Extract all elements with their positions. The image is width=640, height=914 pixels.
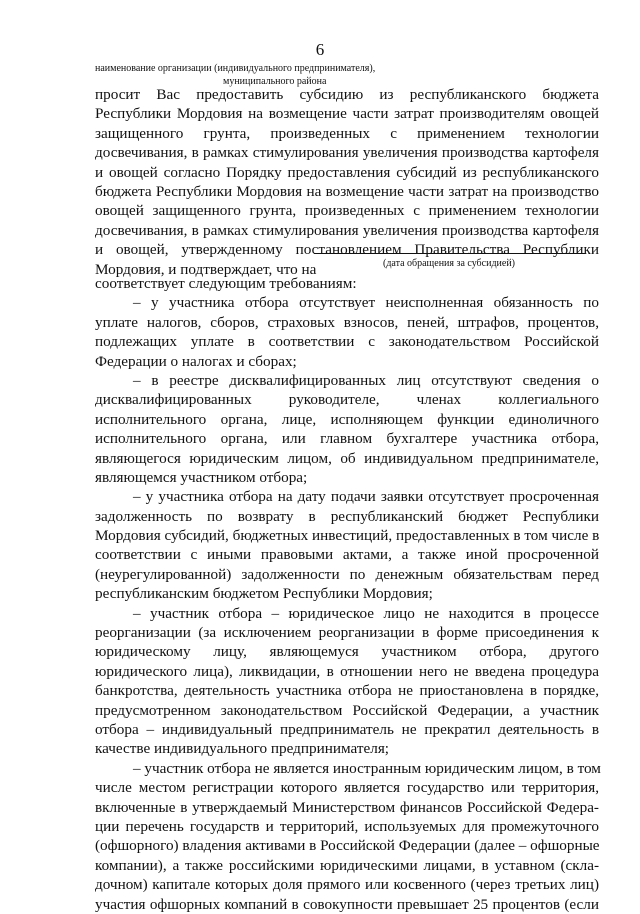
requirement-line: являющемся участником отбора; [95, 468, 308, 486]
requirements-list [95, 274, 599, 914]
requirement-line: юридическому лицу, являющемуся участником отбора, другого [95, 643, 599, 661]
requirement-line: дисквалифицированных руководителе, членах коллегиального [95, 391, 599, 409]
intro-line: защищенного грунта, произведенных с применением технологии [95, 124, 599, 142]
date-caption: (дата обращения за субсидией) [383, 258, 515, 269]
requirement-line: задолженность по возврату в республиканский бюджет Республики [95, 507, 599, 525]
requirement-line: Мордовия субсидий, бюджетных инвестиций, предоставленных в том числе в [95, 527, 600, 545]
intro-line: и овощей, утвержденному постановлением Правительства Республики [95, 241, 599, 259]
requirement-line: включенные в утверждаемый Министерством финансов Российской Федера- [95, 798, 599, 816]
requirement-line: являющегося юридическим лицом, об индивидуальном предпринимателе, [95, 449, 599, 467]
requirement-line: подлежащих уплате в соответствии с законодательством Российской [95, 333, 599, 351]
requirement-line: исполнительного органа, или главном бухгалтере участника отбора, [95, 430, 599, 448]
requirement-line: качестве индивидуального предпринимателя; [95, 740, 390, 758]
requirement-line: – у участника отбора отсутствует неисполненная обязанность по [133, 294, 599, 312]
requirement-line: (офшорного) владения активами в Российской Федерации (далее – офшорные [95, 837, 600, 855]
page-number: 6 [315, 40, 325, 59]
requirement-line: исполнительного органа, лице, исполняющем функции единоличного [95, 410, 599, 428]
intro-line: Республики Мордовия на возмещение части затрат производителям овощей [95, 105, 599, 123]
org-caption-line-1: наименование организации (индивидуального предпринимателя), [95, 63, 376, 74]
intro-line: просит Вас предоставить субсидию из республиканского бюджета [95, 86, 599, 103]
requirement-line: дочном) капитале которых доля прямого или косвенного (через третьих лиц) [95, 876, 599, 894]
date-blank-line [314, 253, 585, 254]
requirement-line: числе местом регистрации которого является государство или территория, [95, 779, 599, 797]
requirement-line: реорганизации (за исключением реорганизации в форме присоединения к [95, 624, 599, 642]
requirement-line: банкротства, деятельность участника отбора не приостановлена в порядке, [95, 682, 599, 700]
intro-line: досвечивания, в рамках стимулирования увеличения производства картофеля [95, 221, 599, 239]
intro-line: Мордовия, и подтверждает, что на [95, 260, 317, 278]
requirement-line: участия офшорных компаний в совокупности превышает 25 процентов (если [95, 895, 599, 913]
requirement-line: компании), а также российскими юридическими лицами, в уставном (скла- [95, 856, 599, 874]
requirement-line: Федерации о налогах и сборах; [95, 352, 297, 370]
requirement-line: (неурегулированной) задолженности по денежным обязательствам перед [95, 565, 599, 583]
requirement-line: предусмотренном законодательством Российской Федерации, а участник [95, 701, 599, 719]
intro-line: бюджета Республики Мордовия на возмещение части затрат на производство [95, 182, 599, 200]
lead-in-line: соответствует следующим требованиям: [95, 275, 357, 292]
intro-line: овощей защищенного грунта, произведенных с применением технологии [95, 202, 599, 220]
intro-paragraph [95, 85, 599, 279]
requirement-line: ции перечень государств и территорий, используемых для промежуточного [95, 817, 599, 835]
intro-line: и овощей согласно Порядку предоставления субсидий из республиканского [95, 163, 599, 181]
requirement-line: уплате налогов, сборов, страховых взносов, пеней, штрафов, процентов, [95, 313, 599, 331]
requirement-line: соответствии с иными правовыми актами, а также иной просроченной [95, 546, 599, 564]
requirement-line: – в реестре дисквалифицированных лиц отсутствуют сведения о [133, 371, 599, 389]
intro-line: досвечивания, в рамках стимулирования увеличения производства картофеля [95, 144, 599, 162]
requirement-line: – участник отбора не является иностранным юридическим лицом, в том [133, 759, 601, 777]
org-caption-line-2: муниципального района [223, 76, 327, 87]
requirement-line: юридического лица), ликвидации, в отношении него не введена процедура [95, 662, 599, 680]
requirement-line: – участник отбора – юридическое лицо не находится в процессе [133, 604, 599, 622]
requirement-line: – у участника отбора на дату подачи заявки отсутствует просроченная [133, 488, 599, 506]
requirement-line: республиканским бюджетом Республики Мордовия; [95, 585, 433, 603]
requirement-line: отбора – индивидуальный предприниматель не прекратил деятельность в [95, 720, 599, 738]
